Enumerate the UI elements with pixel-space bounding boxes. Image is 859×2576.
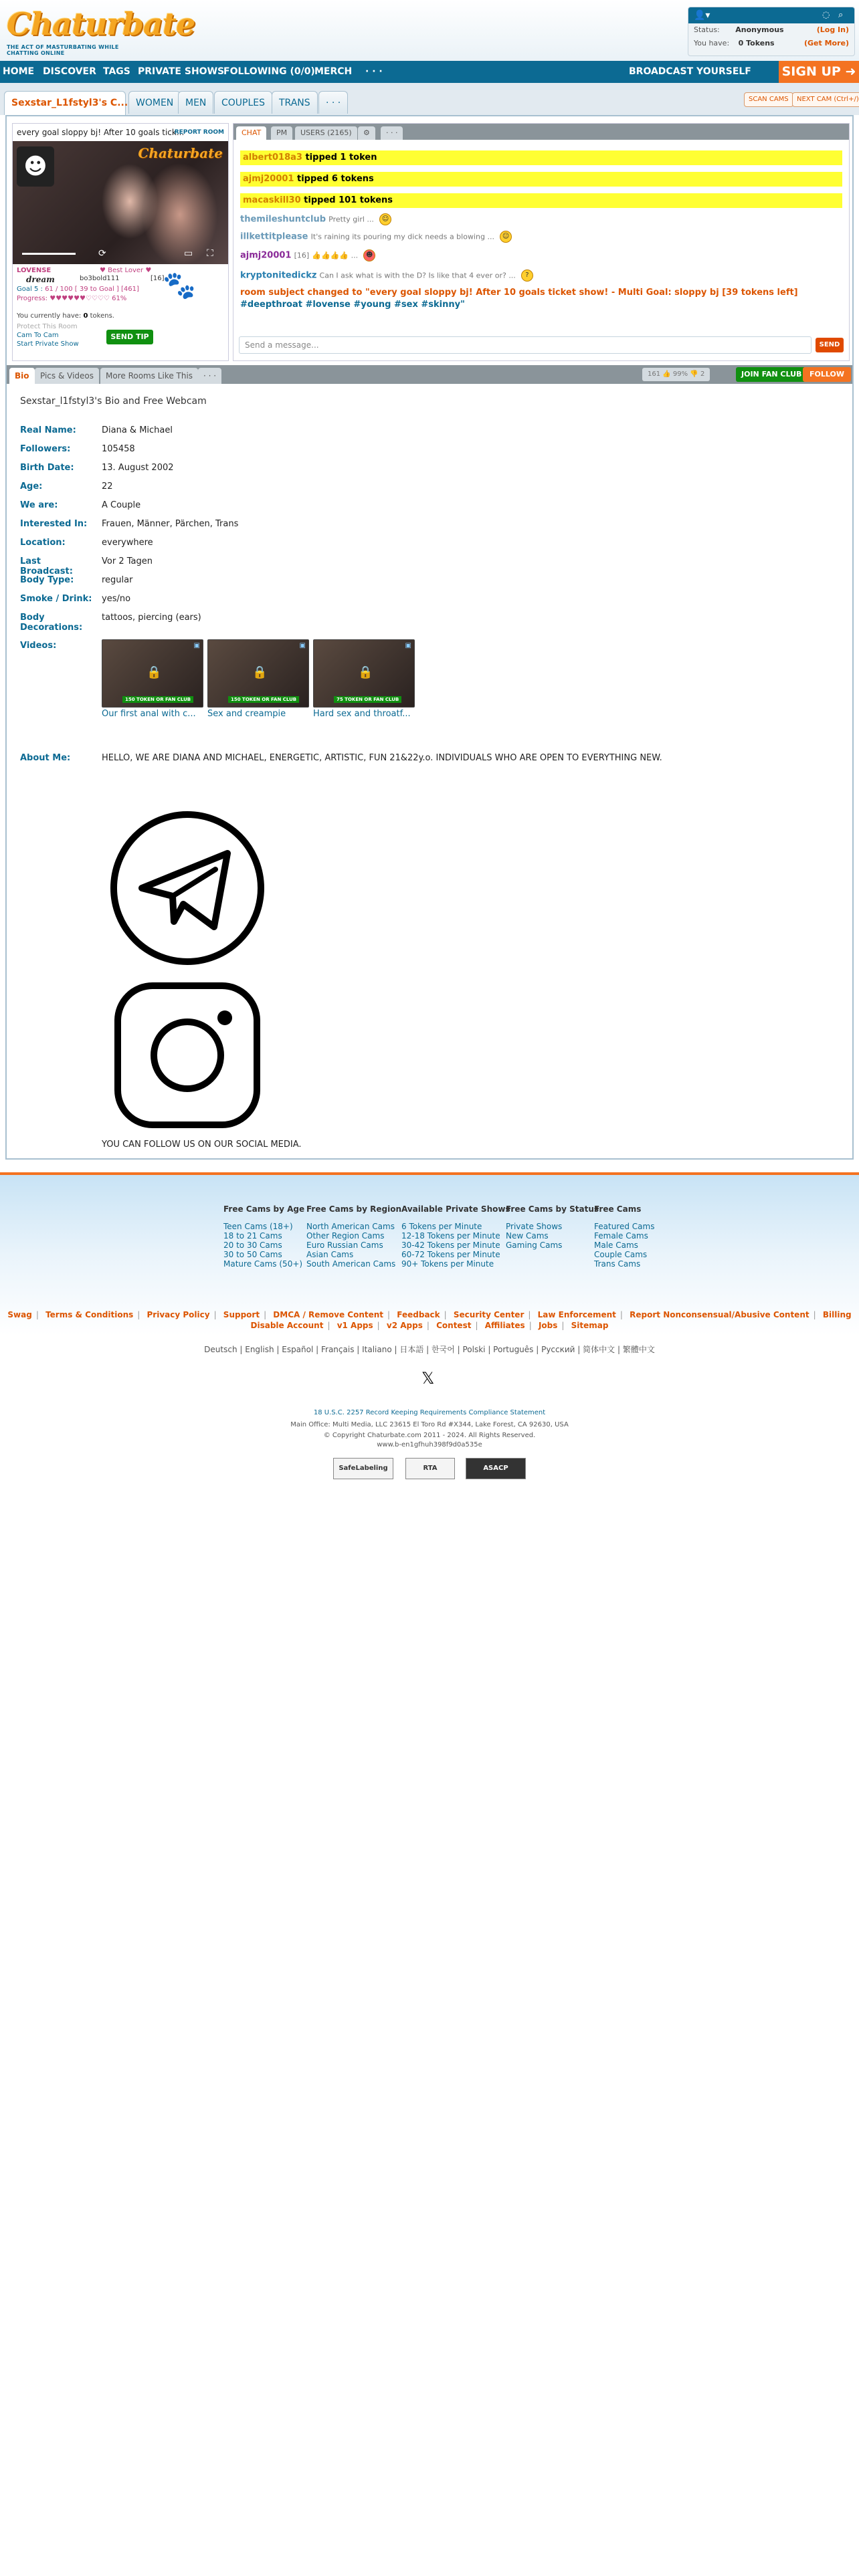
nav-private-shows[interactable]: PRIVATE SHOWS (138, 66, 225, 77)
bio-value: 105458 (102, 444, 135, 454)
video-caption[interactable]: Sex and creampie (207, 709, 286, 719)
footer-link[interactable]: Featured Cams (594, 1222, 655, 1231)
footer-col-heading: Free Cams by Age (223, 1204, 305, 1214)
chat-text: tipped 1 token (305, 152, 377, 163)
about-me-text: HELLO, WE ARE DIANA AND MICHAEL, ENERGETIC, ARTISTIC, FUN 21&22y.o. INDIVIDUALS WHO ARE OPEN TO EVERYTHING NEW. (102, 753, 662, 763)
chat-message (240, 150, 842, 165)
tokens-value: 0 Tokens (738, 39, 775, 47)
cam-to-cam-link[interactable]: Cam To Cam (17, 332, 59, 339)
footer-link-separator: | (528, 1310, 531, 1319)
footer-link-separator: | (35, 1310, 39, 1319)
refresh-icon[interactable]: ⟳ (98, 248, 106, 259)
tokens-label: You have: (694, 39, 730, 47)
chat-level: [16] (294, 251, 310, 260)
video-caption[interactable]: Our first anal with c... (102, 709, 196, 719)
chat-tabs (233, 124, 849, 140)
footer-link-separator: | (529, 1321, 532, 1330)
tab-trans[interactable]: TRANS (272, 91, 318, 114)
devil-emoji-icon: ☻ (363, 249, 375, 261)
footer-link[interactable]: 20 to 30 Cams (223, 1241, 282, 1250)
chat-text: It's raining its pouring my dick needs a blowing ... (310, 232, 494, 241)
chat-message (240, 249, 842, 262)
footer-link-sitemap[interactable]: Sitemap (571, 1321, 609, 1330)
footer-col-region (306, 1204, 401, 1269)
bio-label: Body Decorations: (20, 613, 83, 633)
video-type-icon: ▣ (299, 642, 306, 649)
bio-heading: Sexstar_l1fstyl3's Bio and Free Webcam (20, 396, 207, 407)
smile-emoji-icon: ☺ (379, 213, 391, 225)
footer-link-separator: | (475, 1321, 478, 1330)
footer-link-separator: | (213, 1310, 217, 1319)
bio-value: Frauen, Männer, Pärchen, Trans (102, 519, 239, 529)
footer-link[interactable]: 60-72 Tokens per Minute (401, 1250, 500, 1259)
chat-message-input[interactable]: Send a message... (239, 336, 812, 354)
footer-link-separator: | (619, 1310, 623, 1319)
tokens-suffix: tokens. (90, 312, 114, 320)
footer-link-separator: | (387, 1310, 391, 1319)
video-price-badge: 150 TOKEN OR FAN CLUB (122, 696, 193, 703)
bio-label: Birth Date: (20, 463, 74, 473)
footer-link[interactable]: New Cams (506, 1231, 549, 1241)
tokens-row (688, 37, 854, 50)
user-menu-icon[interactable]: 👤▾ (694, 10, 710, 21)
chat-text: 👍👍👍👍 ... (312, 251, 359, 260)
site-footer (0, 1175, 859, 1844)
fullscreen-icon[interactable]: ⛶ (207, 248, 213, 259)
top-tipper-name: bo3bold111 (80, 275, 120, 282)
video-info (13, 264, 228, 362)
tab-bio-more[interactable]: · · · (198, 368, 221, 384)
status-row (688, 23, 854, 37)
chat-text: tipped 6 tokens (297, 174, 374, 184)
footer-link-separator: | (561, 1321, 565, 1330)
follow-button[interactable]: FOLLOW (803, 367, 851, 382)
mascot-icon: 🐾 (163, 270, 196, 301)
rating-value: 99% (672, 370, 688, 378)
login-link[interactable]: (Log In) (816, 25, 849, 34)
tab-current-room[interactable]: Sexstar_L1fstyl3's C... (4, 91, 126, 115)
footer-link[interactable]: North American Cams (306, 1222, 395, 1231)
footer-link-affiliates[interactable]: Affiliates (484, 1321, 525, 1330)
chat-username[interactable]: macaskill30 (243, 195, 301, 205)
nav-following[interactable]: FOLLOWING (0/0) (223, 66, 315, 77)
logo-tagline: THE ACT OF MASTURBATING WHILE CHATTING ONLINE (7, 44, 119, 56)
nav-more[interactable]: · · · (365, 66, 383, 77)
footer-link[interactable]: 90+ Tokens per Minute (401, 1259, 494, 1269)
nav-merch[interactable]: MERCH (314, 66, 353, 77)
lovense-label: LOVENSE (17, 267, 52, 274)
bio-value: A Couple (102, 500, 141, 510)
footer-links-primary (0, 1310, 859, 1319)
logo-text: Chaturbate (7, 6, 195, 42)
user-box-toolbar (688, 7, 854, 23)
next-cam-button[interactable]: NEXT CAM (Ctrl+/) (792, 92, 859, 107)
site-header (0, 0, 859, 61)
video-type-icon: ▣ (405, 642, 411, 649)
office-address: Main Office: Multi Media, LLC 23615 El Toro Rd #X344, Lake Forest, CA 92630, USA (290, 1421, 569, 1428)
room-subject (13, 124, 228, 141)
room-tab-bar (0, 83, 859, 115)
chat-icon[interactable]: ◌ (822, 10, 830, 20)
footer-link-v1-apps[interactable]: v1 Apps (337, 1321, 373, 1330)
footer-link-support[interactable]: Support (223, 1310, 260, 1319)
bio-value: everywhere (102, 538, 153, 548)
tab-women[interactable]: WOMEN (128, 91, 181, 114)
token-balance-line (17, 312, 114, 320)
goal-label: Goal 5 : (17, 286, 43, 293)
footer-link[interactable]: Male Cams (594, 1241, 638, 1250)
main-nav (0, 61, 859, 83)
footer-link-report[interactable]: Report Nonconsensual/Abusive Content (630, 1310, 809, 1319)
protect-room-link: Protect This Room (17, 323, 78, 330)
bio-value: Vor 2 Tagen (102, 556, 153, 566)
bio-label: Videos: (20, 641, 57, 651)
subject-tags[interactable]: #deepthroat #lovense #young #sex #skinny" (240, 300, 465, 310)
user-info-box (688, 7, 855, 56)
footer-link[interactable]: South American Cams (306, 1259, 396, 1269)
chat-message (240, 270, 842, 282)
video-type-icon: ▣ (193, 642, 200, 649)
chat-message (240, 231, 842, 243)
footer-link[interactable]: Couple Cams (594, 1250, 648, 1259)
thinking-emoji-icon: ? (521, 270, 533, 282)
video-price-badge: 75 TOKEN OR FAN CLUB (334, 696, 401, 703)
x-twitter-icon[interactable]: 𝕏 (421, 1369, 435, 1388)
footer-link[interactable]: Private Shows (506, 1222, 563, 1231)
footer-col-heading: Free Cams by Status (506, 1204, 599, 1214)
chat-username[interactable]: illkettitplease (240, 231, 308, 242)
nav-broadcast[interactable]: BROADCAST YOURSELF (629, 66, 751, 77)
chat-username[interactable]: albert018a3 (243, 152, 302, 163)
room-subject-text: every goal sloppy bj! After 10 goals tick... (17, 128, 185, 137)
footer-col-heading: Free Cams by Region (306, 1204, 401, 1214)
footer-link-separator: | (813, 1310, 816, 1319)
footer-col-age (223, 1204, 304, 1269)
room-main (5, 115, 854, 1160)
safelabeling-badge[interactable]: SafeLabeling (333, 1458, 393, 1479)
instagram-icon[interactable] (112, 980, 262, 1130)
bio-value: tattoos, piercing (ears) (102, 613, 201, 623)
goal-value: 61 / 100 [ 39 to Goal ] [461] (45, 286, 139, 293)
smile-emoji-icon: ☺ (500, 231, 512, 243)
footer-link-contest[interactable]: Contest (436, 1321, 472, 1330)
footer-link[interactable]: 30 to 50 Cams (223, 1250, 282, 1259)
footer-link-law[interactable]: Law Enforcement (537, 1310, 616, 1319)
nav-home[interactable]: HOME (3, 66, 35, 77)
thumbs-up-icon: 👍 (662, 370, 673, 378)
footer-link-disable[interactable]: Disable Account (250, 1321, 324, 1330)
footer-link[interactable]: Female Cams (594, 1231, 648, 1241)
footer-link-separator: | (426, 1321, 430, 1330)
footer-col-heading: Available Private Shows (401, 1204, 510, 1214)
footer-link[interactable]: 18 to 21 Cams (223, 1231, 282, 1241)
build-hash: www.b-en1gfhuh398f9d0a535e (377, 1441, 482, 1448)
scan-cams-button[interactable]: SCAN CAMS (744, 92, 793, 107)
room-subject-change (240, 287, 842, 311)
progress-line (17, 295, 126, 302)
footer-link[interactable]: Mature Cams (50+) (223, 1259, 303, 1269)
chat-username[interactable]: ajmj20001 (243, 174, 294, 184)
footer-link[interactable]: 6 Tokens per Minute (401, 1222, 482, 1231)
chat-messages (233, 140, 849, 324)
progress-hearts: ♥♥♥♥♥♥♡♡♡♡ (50, 295, 110, 302)
bio-label: Body Type: (20, 575, 74, 585)
room-stats (642, 368, 710, 381)
footer-col-private (401, 1204, 510, 1269)
footer-link-billing[interactable]: Billing (822, 1310, 852, 1319)
social-text: YOU CAN FOLLOW US ON OUR SOCIAL MEDIA. (102, 1140, 302, 1150)
video-caption[interactable]: Hard sex and throatf... (313, 709, 411, 719)
footer-link-feedback[interactable]: Feedback (397, 1310, 440, 1319)
footer-link-dmca[interactable]: DMCA / Remove Content (273, 1310, 384, 1319)
private-show-link[interactable]: Start Private Show (17, 340, 79, 348)
footer-link[interactable]: Asian Cams (306, 1250, 354, 1259)
signup-button[interactable]: SIGN UP ➜ (779, 61, 859, 83)
site-logo[interactable] (7, 5, 195, 59)
tokens-prefix: You currently have: (17, 312, 82, 320)
theater-mode-icon[interactable]: ▭ (184, 248, 193, 259)
tab-chat-more[interactable]: · · · (381, 126, 403, 140)
bio-value: Diana & Michael (102, 425, 173, 435)
viewer-count: 161 (648, 370, 661, 378)
footer-link-privacy[interactable]: Privacy Policy (147, 1310, 210, 1319)
broadcaster-avatar-icon: ☻ (17, 146, 54, 187)
tab-users[interactable]: USERS (2165) (295, 126, 357, 140)
volume-slider[interactable] (22, 253, 76, 255)
bio-label: Followers: (20, 444, 71, 454)
chat-settings-icon[interactable]: ⚙ (358, 126, 375, 140)
chat-username[interactable]: kryptonitedickz (240, 270, 317, 281)
footer-link[interactable]: Euro Russian Cams (306, 1241, 383, 1250)
report-room-link[interactable]: REPORT ROOM (174, 129, 224, 136)
progress-label: Progress: (17, 295, 48, 302)
tab-couples[interactable]: COUPLES (214, 91, 272, 114)
usc-2257-link[interactable]: 18 U.S.C. 2257 Record Keeping Requirements Compliance Statement (313, 1409, 546, 1416)
chat-text: tipped 101 tokens (304, 195, 393, 205)
nav-tags[interactable]: TAGS (103, 66, 130, 77)
footer-link[interactable]: Other Region Cams (306, 1231, 385, 1241)
bio-label: Last Broadcast: (20, 556, 73, 576)
video-thumbnail[interactable] (207, 639, 309, 708)
footer-link-separator: | (327, 1321, 330, 1330)
bio-tab-bar (7, 365, 852, 384)
thumbs-down-icon: 👎 (690, 370, 700, 378)
video-thumbnail[interactable] (313, 639, 415, 708)
footer-col-heading: Free Cams (594, 1204, 642, 1214)
footer-link-jobs[interactable]: Jobs (538, 1321, 558, 1330)
video-panel (12, 123, 229, 361)
tokens-count: 0 (83, 312, 88, 320)
get-more-link[interactable]: (Get More) (803, 39, 849, 47)
footer-col-status (506, 1204, 599, 1250)
footer-link-v2-apps[interactable]: v2 Apps (386, 1321, 423, 1330)
asacp-badge[interactable]: ASACP (466, 1458, 526, 1479)
footer-link[interactable]: Gaming Cams (506, 1241, 563, 1250)
tab-pics-videos[interactable]: Pics & Videos (35, 368, 99, 384)
status-value: Anonymous (735, 25, 784, 34)
bio-label: Age: (20, 481, 43, 492)
tab-men[interactable]: MEN (178, 91, 213, 114)
rta-badge[interactable]: RTA (405, 1458, 455, 1479)
search-icon[interactable]: ⌕ (838, 10, 844, 20)
tab-chat[interactable]: CHAT (236, 126, 266, 140)
lock-icon: 🔒 (147, 665, 162, 679)
join-fan-club-button[interactable]: JOIN FAN CLUB (736, 367, 807, 382)
bio-label: Interested In: (20, 519, 88, 529)
top-tipper-amount: [16] (151, 275, 165, 282)
bio-label: Smoke / Drink: (20, 594, 92, 604)
thumbs-down-count: 2 (700, 370, 705, 378)
footer-link-terms[interactable]: Terms & Conditions (45, 1310, 134, 1319)
footer-link[interactable]: 30-42 Tokens per Minute (401, 1241, 500, 1250)
footer-links-secondary (0, 1321, 859, 1330)
footer-link[interactable]: 12-18 Tokens per Minute (401, 1231, 500, 1241)
footer-link-separator: | (444, 1310, 447, 1319)
footer-link[interactable]: Teen Cams (18+) (223, 1222, 293, 1231)
bio-value: 13. August 2002 (102, 463, 174, 473)
bio-label: Real Name: (20, 425, 76, 435)
chat-username[interactable]: themileshuntclub (240, 214, 326, 225)
chat-message (240, 193, 842, 208)
chat-text: Can I ask what is with the D? Is like that 4 ever or? ... (319, 271, 516, 280)
footer-col-free (594, 1204, 654, 1269)
footer-link-security[interactable]: Security Center (453, 1310, 524, 1319)
bio-label: Location: (20, 538, 66, 548)
chat-text: Pretty girl ... (328, 215, 374, 224)
footer-link-separator: | (377, 1321, 380, 1330)
bio-value: regular (102, 575, 133, 585)
bio-value: 22 (102, 481, 113, 492)
lovense-dream-label: dream (26, 275, 55, 284)
video-player[interactable] (13, 141, 228, 264)
bio-value: yes/no (102, 594, 131, 604)
bio-label: About Me: (20, 753, 71, 763)
lock-icon: 🔒 (252, 665, 268, 679)
subject-text: room subject changed to "every goal sloppy bj! After 10 goals ticket show! - Multi Goal: sloppy bj [39 tokens left] (240, 288, 798, 298)
goal-line (17, 286, 139, 293)
footer-link[interactable]: Trans Cams (594, 1259, 641, 1269)
tab-bio[interactable]: Bio (9, 368, 35, 384)
chat-message (240, 172, 842, 187)
chat-send-button[interactable]: SEND (816, 338, 844, 352)
tab-more[interactable]: · · · (318, 91, 348, 114)
progress-percent: 61% (112, 295, 127, 302)
footer-link-separator: | (264, 1310, 267, 1319)
footer-link-swag[interactable]: Swag (7, 1310, 32, 1319)
chat-panel (233, 123, 850, 361)
nav-discover[interactable]: DISCOVER (43, 66, 96, 77)
footer-link-separator: | (137, 1310, 140, 1319)
video-thumbnail[interactable] (102, 639, 203, 708)
status-label: Status: (694, 25, 720, 34)
best-lover-label: ♥ Best Lover ♥ (100, 267, 152, 274)
bio-label: We are: (20, 500, 58, 510)
send-tip-button[interactable]: SEND TIP (106, 330, 153, 344)
language-selector[interactable]: Deutsch | English | Español | Français | Italiano | 日本語 | 한국어 | Polski | Português | Русский | 简体中文 | 繁體中文 (204, 1345, 655, 1354)
lock-icon: 🔒 (358, 665, 373, 679)
chat-message (240, 213, 842, 226)
copyright: © Copyright Chaturbate.com 2011 - 2024. All Rights Reserved. (323, 1432, 536, 1439)
video-price-badge: 150 TOKEN OR FAN CLUB (228, 696, 299, 703)
video-watermark: Chaturbate (138, 145, 223, 161)
chat-username[interactable]: ajmj20001 (240, 250, 292, 261)
telegram-icon[interactable] (108, 809, 266, 967)
tab-pm[interactable]: PM (271, 126, 292, 140)
tab-more-rooms[interactable]: More Rooms Like This (100, 368, 198, 384)
